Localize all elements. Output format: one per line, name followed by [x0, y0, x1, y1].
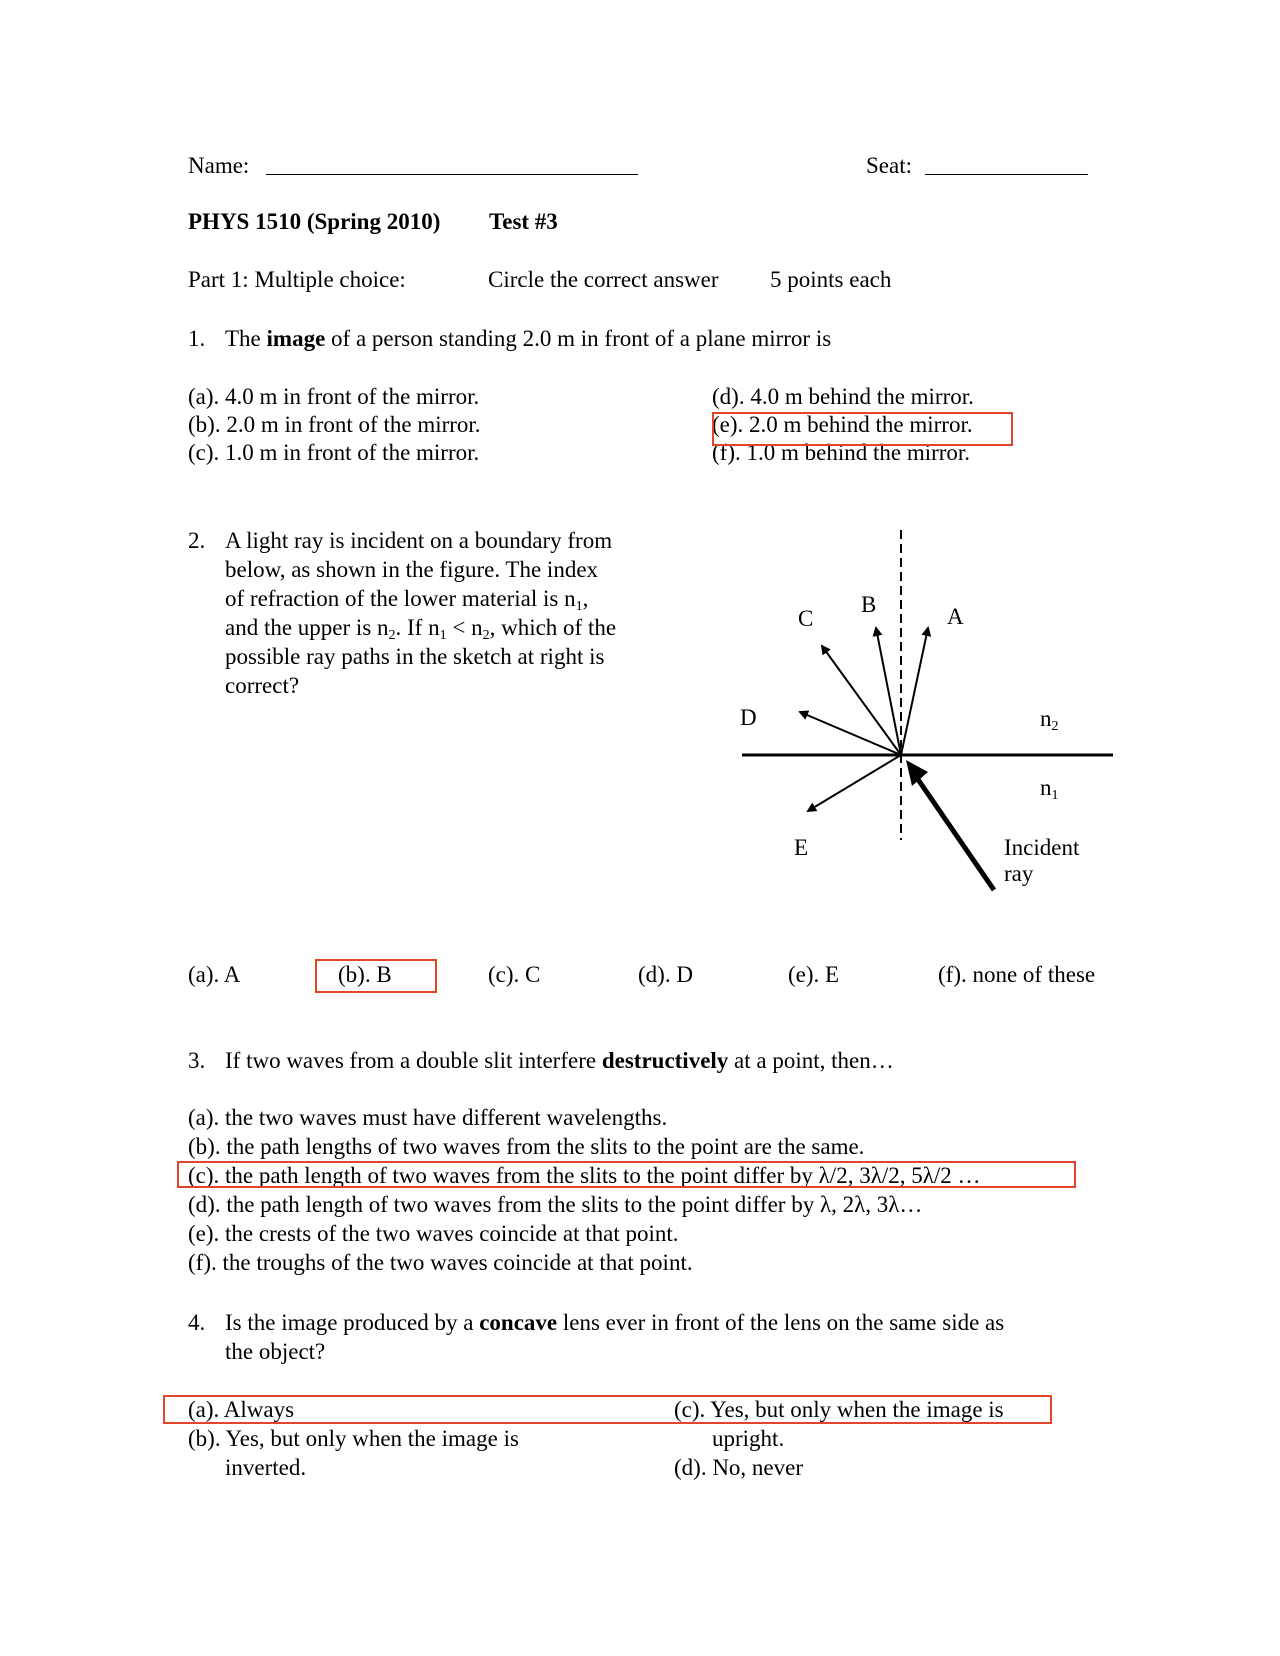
- q2-line4-mid2: < n: [446, 615, 483, 640]
- q3-answer-highlight: [177, 1161, 1076, 1188]
- q4-option-a[interactable]: (a). Always: [188, 1397, 295, 1422]
- q2-line1: A light ray is incident on a boundary from: [225, 528, 613, 553]
- q2-answer-highlight: [315, 959, 437, 993]
- q2-line6: correct?: [225, 673, 300, 698]
- q2-option-a[interactable]: (a). A: [188, 962, 241, 987]
- figure-label-e: E: [794, 835, 809, 860]
- q3-text-pre: If two waves from a double slit interfere: [225, 1048, 597, 1073]
- figure-n2-sub: 2: [1051, 719, 1059, 734]
- figure-n1-base: n: [1040, 775, 1052, 800]
- incident-ray: [917, 778, 994, 890]
- q3-option-f[interactable]: (f). the troughs of the two waves coincide at that point.: [188, 1250, 693, 1275]
- figure-label-d: D: [740, 705, 757, 730]
- figure-label-n2: [1040, 706, 1059, 732]
- q4-answer-highlight: [163, 1395, 1052, 1424]
- q2-number: 2.: [188, 528, 206, 553]
- q2-line5: possible ray paths in the sketch at right is: [225, 644, 605, 669]
- q2-option-f[interactable]: (f). none of these: [938, 962, 1096, 987]
- q4-text-pre: Is the image produced by a: [225, 1310, 474, 1335]
- ray-a: [901, 628, 928, 755]
- q2-line4-sub2: 1: [439, 628, 447, 643]
- q2-line2: below, as shown in the figure. The index: [225, 557, 599, 582]
- q1-option-d[interactable]: (d). 4.0 m behind the mirror.: [712, 384, 974, 409]
- q3-number: 3.: [188, 1048, 206, 1073]
- q4-text: [225, 1309, 1004, 1336]
- q1-option-c[interactable]: (c). 1.0 m in front of the mirror.: [188, 440, 480, 465]
- figure-label-c: C: [798, 606, 814, 631]
- part-instruction: Circle the correct answer: [488, 267, 719, 292]
- q3-option-b[interactable]: (b). the path lengths of two waves from the slits to the point are the same.: [188, 1134, 865, 1159]
- q2-option-d[interactable]: (d). D: [638, 962, 693, 987]
- test-title: Test #3: [489, 209, 558, 234]
- q4-number: 4.: [188, 1310, 206, 1335]
- q2-line4-sub: 2: [388, 628, 396, 643]
- figure-label-a: A: [947, 604, 964, 629]
- q2-option-c[interactable]: (c). C: [488, 962, 541, 987]
- q1-text-pre: The: [225, 326, 261, 351]
- q1-option-f[interactable]: (f). 1.0 m behind the mirror.: [712, 440, 971, 465]
- q2-line3-pre: of refraction of the lower material is n: [225, 586, 576, 611]
- q2-line4-sub3: 2: [482, 628, 490, 643]
- name-label: Name:: [188, 153, 250, 178]
- q4-text-bold: concave: [479, 1310, 558, 1335]
- q3-option-d[interactable]: (d). the path length of two waves from the slits to the point differ by λ, 2λ, 3λ…: [188, 1192, 923, 1217]
- q3-option-a[interactable]: (a). the two waves must have different wavelengths.: [188, 1105, 668, 1130]
- q1-text-post: of a person standing 2.0 m in front of a plane mirror is: [331, 326, 832, 351]
- part-title: Part 1: Multiple choice:: [188, 267, 406, 292]
- figure-label-incident-1: Incident: [1004, 835, 1080, 860]
- q3-text-post: at a point, then…: [734, 1048, 894, 1073]
- figure-label-n1: [1040, 775, 1059, 801]
- q3-option-e[interactable]: (e). the crests of the two waves coincide at that point.: [188, 1221, 679, 1246]
- q4-text-line2: the object?: [225, 1339, 326, 1364]
- q1-number: 1.: [188, 326, 206, 351]
- q3-text-bold: destructively: [601, 1048, 729, 1073]
- q4-option-b-cont: inverted.: [225, 1455, 307, 1480]
- q4-option-c-cont: upright.: [712, 1426, 785, 1451]
- q2-line4-post: , which of the: [489, 615, 617, 640]
- q1-option-b[interactable]: (b). 2.0 m in front of the mirror.: [188, 412, 481, 437]
- figure-n2-base: n: [1040, 706, 1052, 731]
- q2-line3-sub: 1: [575, 599, 583, 614]
- figure-n1-sub: 1: [1051, 788, 1059, 803]
- q2-option-e[interactable]: (e). E: [788, 962, 840, 987]
- q2-line4-pre: and the upper is n: [225, 615, 389, 640]
- q2-option-b[interactable]: (b). B: [338, 962, 392, 987]
- q4-text-post: lens ever in front of the lens on the same side as: [562, 1310, 1005, 1335]
- q1-option-a[interactable]: (a). 4.0 m in front of the mirror.: [188, 384, 480, 409]
- ray-e: [808, 755, 901, 811]
- q1-option-e[interactable]: (e). 2.0 m behind the mirror.: [712, 412, 973, 437]
- course-title: PHYS 1510 (Spring 2010): [188, 209, 441, 234]
- q4-option-d[interactable]: (d). No, never: [674, 1455, 804, 1480]
- figure-label-incident-2: ray: [1004, 861, 1034, 886]
- q2-line4-mid: . If n: [395, 615, 440, 640]
- seat-label: Seat:: [866, 153, 912, 178]
- q3-text: [225, 1047, 894, 1074]
- q4-option-c[interactable]: (c). Yes, but only when the image is: [674, 1397, 1004, 1422]
- q2-line3-post: ,: [582, 586, 589, 611]
- q1-text-bold: image: [266, 326, 326, 351]
- q3-option-c[interactable]: (c). the path length of two waves from the slits to the point differ by λ/2, 3λ/2, 5λ/2 …: [188, 1163, 981, 1188]
- ray-b: [876, 628, 901, 755]
- part-points: 5 points each: [770, 267, 892, 292]
- q4-option-b[interactable]: (b). Yes, but only when the image is: [188, 1426, 519, 1451]
- figure-label-b: B: [861, 592, 877, 617]
